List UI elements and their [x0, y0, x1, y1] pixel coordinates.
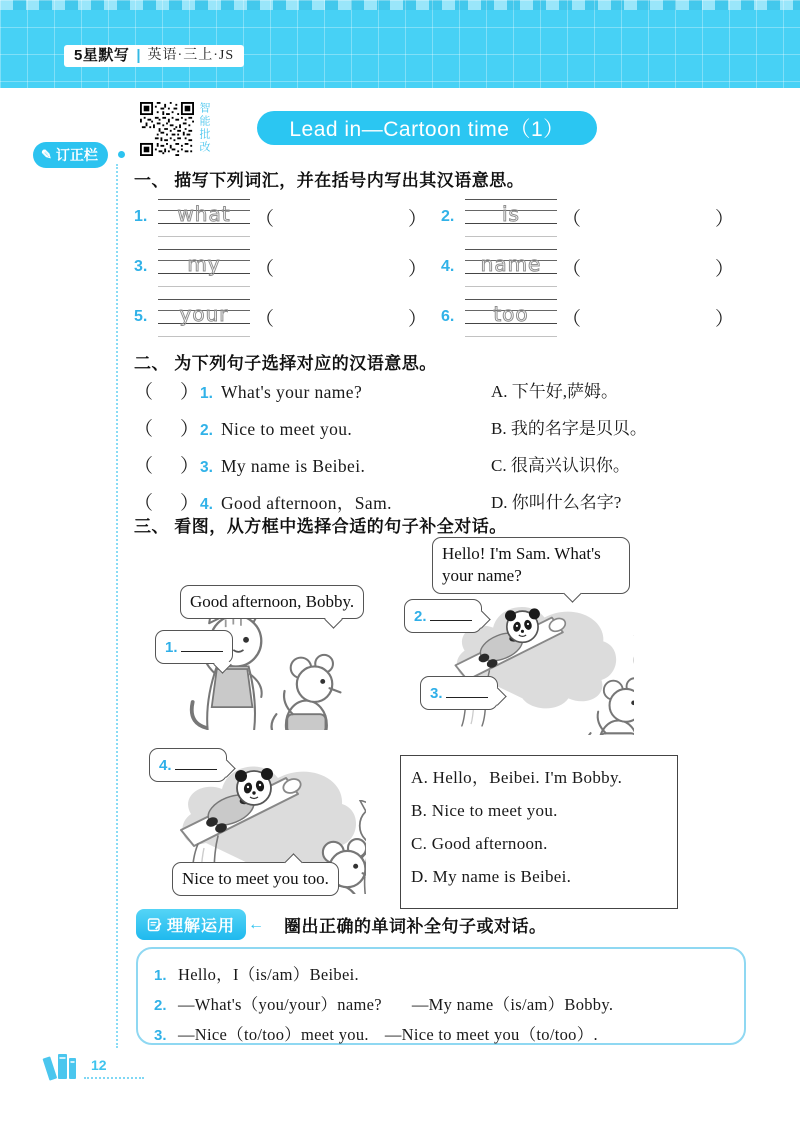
option-d: D. My name is Beibei.: [411, 867, 572, 886]
trace-word: is: [502, 202, 520, 226]
trace-word: my: [187, 252, 221, 276]
lesson-title: Lead in—Cartoon time（1）: [289, 118, 565, 141]
item-number: 3.: [154, 1027, 167, 1044]
tracing-item-5: [134, 292, 441, 342]
matching-list: [134, 377, 750, 525]
trace-word: name: [480, 252, 542, 276]
apply-section-header: [136, 909, 547, 940]
answer-blank: [181, 638, 223, 652]
book-series-badge: [64, 45, 244, 67]
trace-word: too: [493, 302, 529, 326]
matching-item-4: [134, 488, 750, 514]
trace-word: what: [177, 202, 231, 226]
apply-item-2: [154, 990, 728, 1020]
item-number: 2.: [154, 997, 167, 1014]
handwriting-lines: [465, 296, 557, 338]
bubble-number: 3.: [430, 685, 443, 702]
item-number: 3.: [200, 459, 213, 476]
section-two-heading: 二、 为下列句子选择对应的汉语意思。: [134, 354, 437, 373]
option-c: C. Good afternoon.: [411, 834, 548, 853]
badge-divider: |: [136, 47, 141, 64]
trace-word: your: [179, 302, 229, 326]
answer-blank: [175, 756, 217, 770]
books-icon: [42, 1053, 84, 1086]
tracing-row: [134, 292, 748, 342]
paren-open: （: [562, 258, 582, 280]
item-number: 4.: [441, 258, 455, 275]
answer-paren-open: （: [134, 382, 154, 403]
answer-paren-open: （: [134, 456, 154, 477]
paren-open: （: [562, 208, 582, 230]
tracing-row: [134, 242, 748, 292]
english-sentence: What's your name?: [220, 382, 363, 402]
correction-column-rule: [116, 164, 118, 1048]
apply-badge-label: 理解运用: [167, 918, 236, 935]
apply-item-1: [154, 960, 728, 990]
qr-caption: 智能批改: [198, 102, 210, 154]
bubble-text: Good afternoon, Bobby.: [190, 592, 355, 611]
tracing-row: [134, 192, 748, 242]
chinese-option: C. 很高兴认识你。: [491, 456, 630, 475]
cartoon-scene-mouse-cat: [152, 608, 397, 730]
option-b: B. Nice to meet you.: [411, 801, 558, 820]
paren-close: ）: [714, 208, 734, 230]
tracing-item-3: [134, 242, 441, 292]
section-one-heading: 一、 描写下列词汇，并在括号内写出其汉语意思。: [134, 171, 525, 190]
paren-close: ）: [407, 308, 427, 330]
item-number: 2.: [441, 208, 455, 225]
correction-column-tag: [33, 142, 108, 168]
english-sentence: Nice to meet you.: [220, 419, 353, 439]
handwriting-lines: [465, 246, 557, 288]
speech-bubble-blank-4: [149, 748, 227, 782]
notebook-pen-icon: [147, 917, 162, 932]
speech-bubble-nice-too: [172, 862, 339, 896]
paren-close: ）: [714, 258, 734, 280]
bubble-text: Hello! I'm Sam. What's your name?: [442, 544, 601, 586]
answer-blank: [446, 684, 488, 698]
answer-paren-close: ）: [180, 382, 200, 403]
handwriting-lines: [465, 196, 557, 238]
item-number: 1.: [134, 208, 148, 225]
bubble-number: 2.: [414, 608, 427, 625]
item-number: 1.: [200, 385, 213, 402]
correction-column-label: 订正栏: [55, 147, 98, 163]
option-a: A. Hello，Beibei. I'm Bobby.: [411, 768, 623, 787]
chinese-option: D. 你叫什么名字?: [491, 493, 622, 512]
item-number: 5.: [134, 308, 148, 325]
answer-paren-close: ）: [180, 493, 200, 514]
left-arrow-icon: ←: [248, 915, 265, 933]
header-checker-strip: [0, 0, 800, 10]
answer-paren-close: ）: [180, 419, 200, 440]
pencil-icon: ✎: [41, 147, 52, 162]
qr-code-block: [140, 102, 212, 156]
apply-exercise-box: [136, 947, 746, 1045]
sentence-options-box: [400, 755, 678, 909]
item-number: 1.: [154, 967, 167, 984]
exercise-sentence: —Nice（to/too）meet you.: [178, 1025, 369, 1044]
bubble-number: 1.: [165, 639, 178, 656]
paren-open: （: [255, 208, 275, 230]
item-number: 4.: [200, 496, 213, 513]
english-sentence: My name is Beibei.: [220, 456, 366, 476]
bubble-text: Nice to meet you too.: [182, 869, 329, 888]
handwriting-lines: [158, 196, 250, 238]
english-sentence: Good afternoon，Sam.: [220, 493, 392, 513]
speech-bubble-blank-2: [404, 599, 482, 633]
speech-bubble-good-afternoon: [180, 585, 364, 619]
page-number: 12: [91, 1057, 107, 1073]
paren-open: （: [562, 308, 582, 330]
section-three-heading: 三、 看图，从方框中选择合适的句子补全对话。: [134, 517, 507, 536]
speech-bubble-blank-1: [155, 630, 233, 664]
exercise-sentence: Hello，I（is/am）Beibei.: [178, 965, 359, 984]
paren-close: ）: [407, 258, 427, 280]
answer-paren-open: （: [134, 419, 154, 440]
subject-label: 英语·三上·JS: [147, 48, 235, 63]
handwriting-lines: [158, 246, 250, 288]
header-band: [0, 0, 800, 88]
exercise-sentence: —What's（you/your）name?: [178, 995, 382, 1014]
series-title: 5星默写: [74, 47, 130, 64]
speech-bubble-blank-3: [420, 676, 498, 710]
answer-paren-close: ）: [180, 456, 200, 477]
qr-code-icon: [140, 102, 194, 156]
tracing-item-2: [441, 192, 748, 242]
bubble-number: 4.: [159, 757, 172, 774]
paren-close: ）: [407, 208, 427, 230]
item-number: 6.: [441, 308, 455, 325]
exercise-sentence: —My name（is/am）Bobby.: [411, 995, 614, 1014]
chinese-option: A. 下午好,萨姆。: [491, 382, 619, 401]
tracing-item-4: [441, 242, 748, 292]
paren-open: （: [255, 308, 275, 330]
speech-bubble-hello-sam: [432, 537, 630, 594]
matching-item-2: [134, 414, 750, 440]
chinese-option: B. 我的名字是贝贝。: [491, 419, 647, 438]
answer-paren-open: （: [134, 493, 154, 514]
matching-item-1: [134, 377, 750, 403]
item-number: 3.: [134, 258, 148, 275]
correction-tag-dot: [118, 151, 125, 158]
item-number: 2.: [200, 422, 213, 439]
handwriting-lines: [158, 296, 250, 338]
apply-item-3: [154, 1020, 728, 1050]
tracing-grid: [134, 192, 748, 342]
paren-open: （: [255, 258, 275, 280]
apply-instruction: 圈出正确的单词补全句子或对话。: [284, 917, 547, 936]
answer-blank: [430, 607, 472, 621]
paren-close: ）: [714, 308, 734, 330]
apply-badge: [136, 909, 246, 940]
exercise-sentence: —Nice to meet you（to/too）.: [384, 1025, 598, 1044]
tracing-item-6: [441, 292, 748, 342]
matching-item-3: [134, 451, 750, 477]
page-number-rule: [84, 1077, 144, 1079]
tracing-item-1: [134, 192, 441, 242]
lesson-title-banner: [257, 111, 597, 145]
